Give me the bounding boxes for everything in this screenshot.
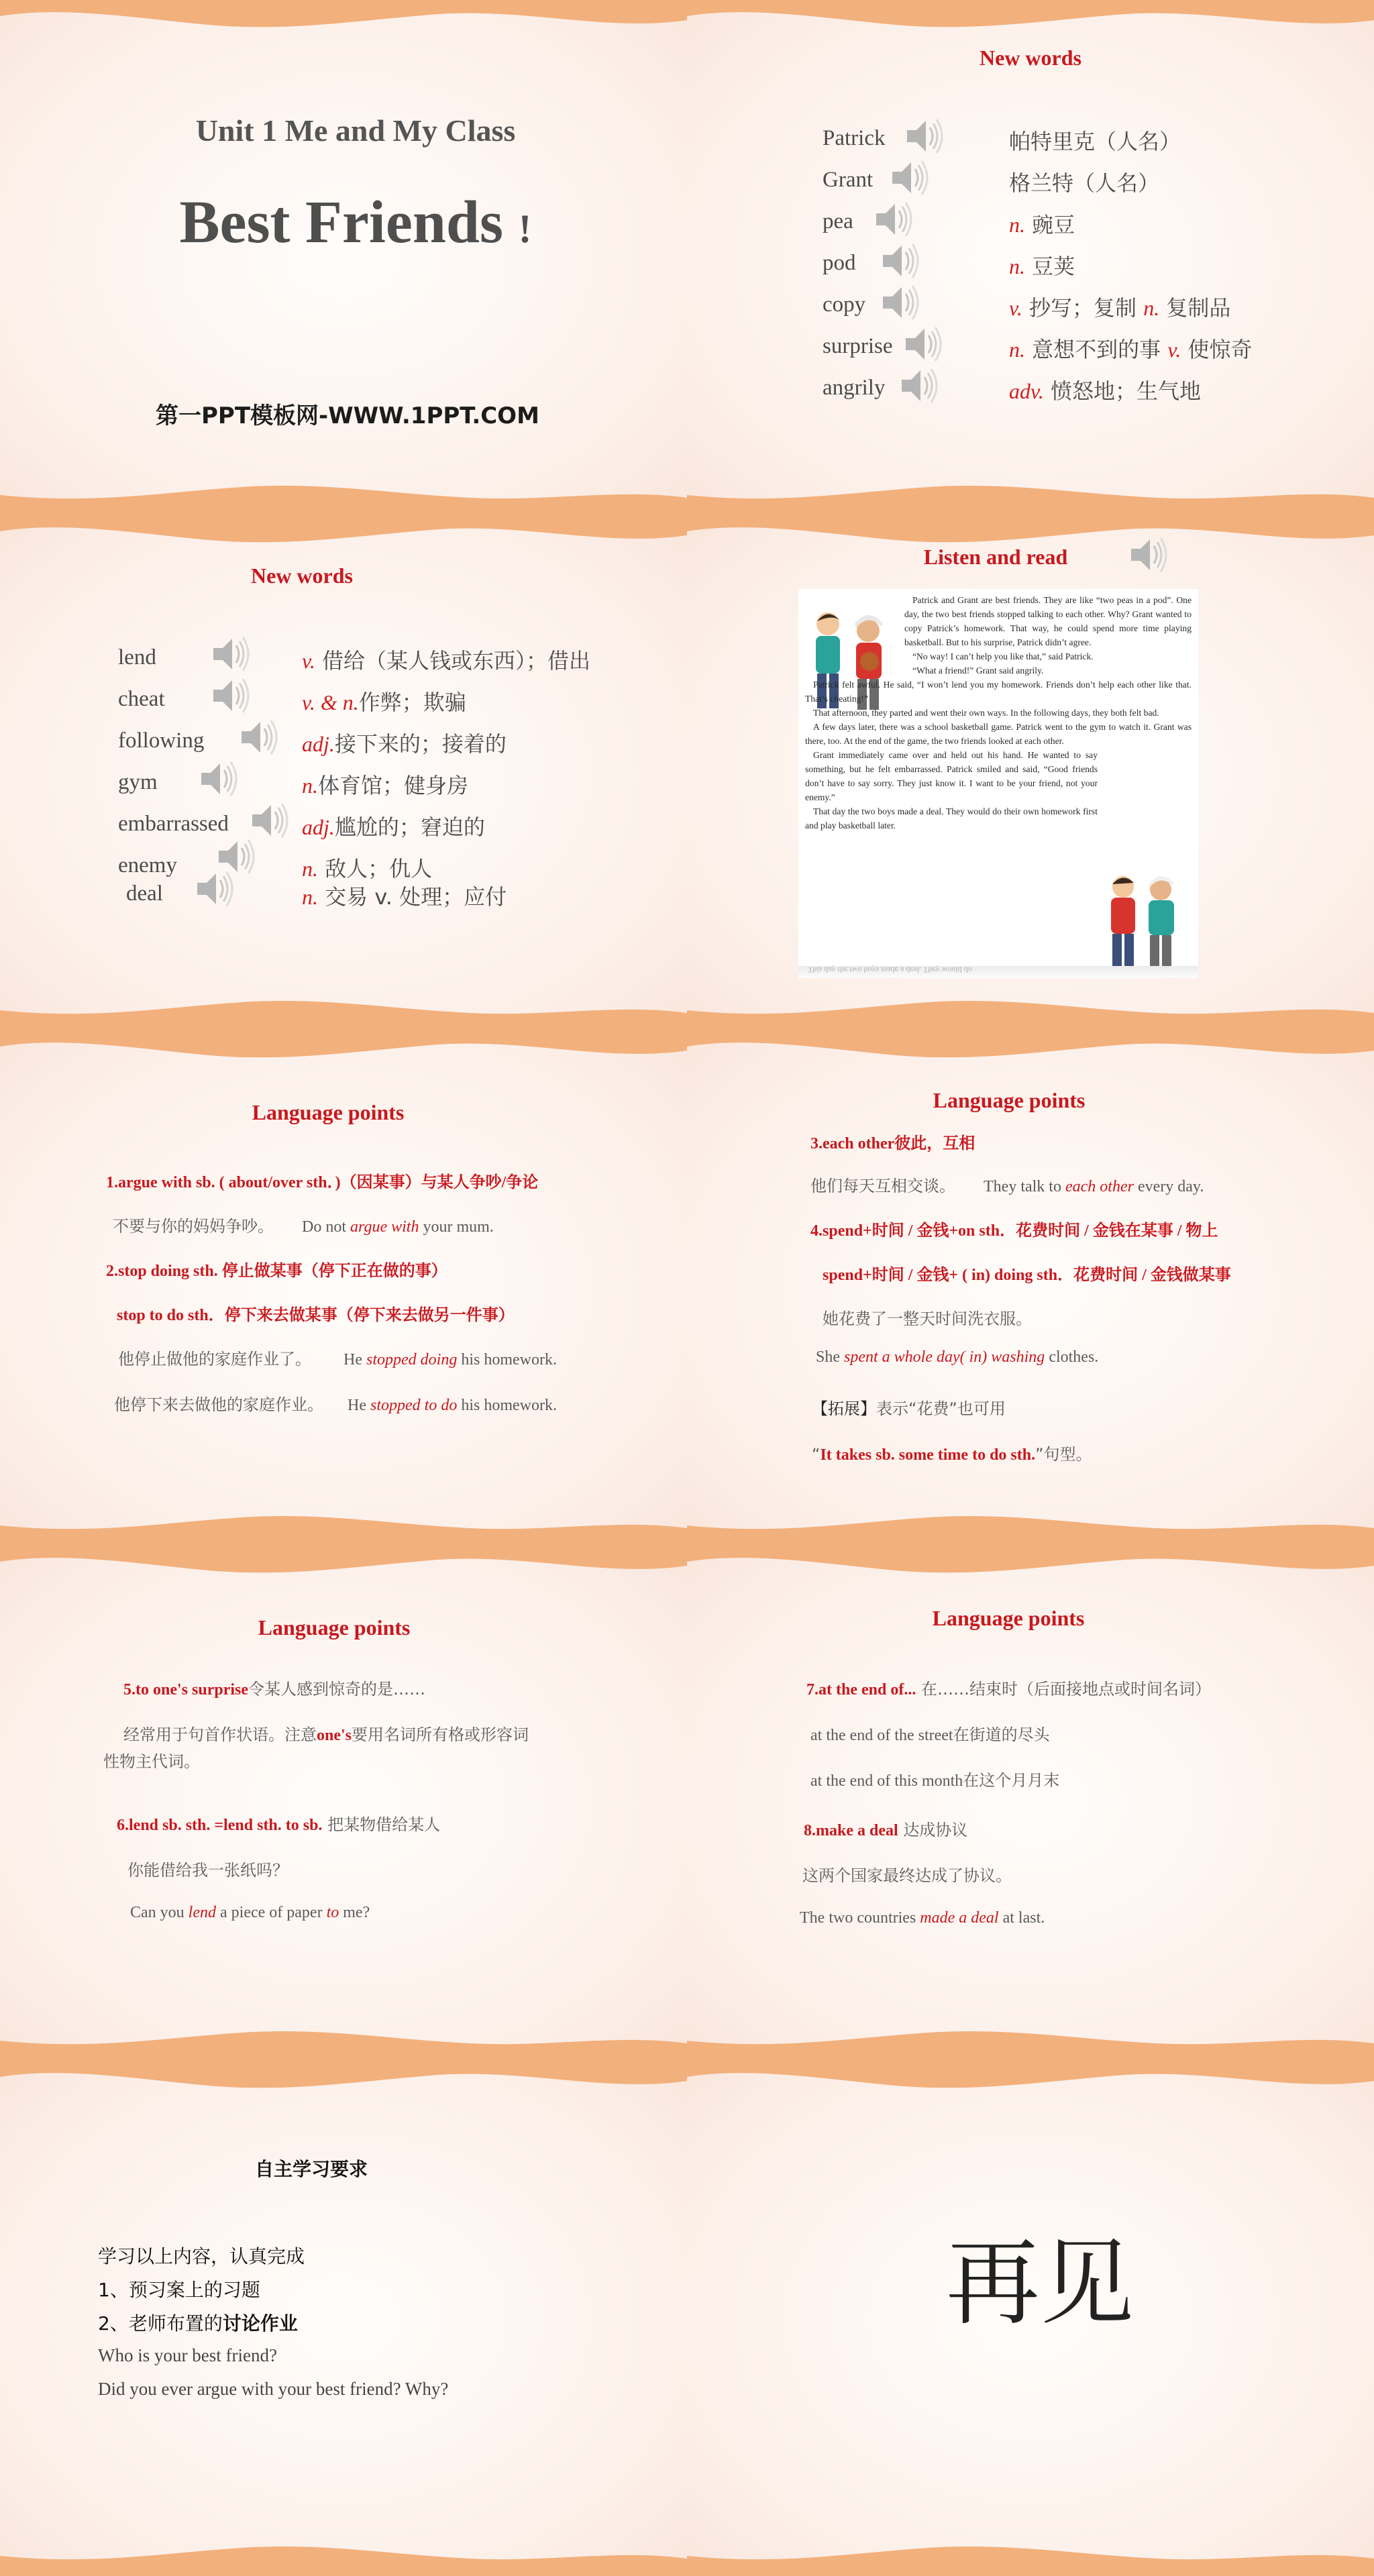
extension-note: 【拓展】表示“花费”也可用 — [812, 1399, 1006, 1418]
wave-decoration — [0, 1030, 687, 1071]
word-pea: pea — [823, 209, 853, 233]
wave-decoration — [687, 990, 1374, 1030]
speaker-icon[interactable] — [898, 365, 941, 407]
slide-heading: Language points — [932, 1606, 1085, 1630]
reflection-text: This day the two boys made a deal. They would do — [808, 965, 972, 975]
meaning-following: adj.接下来的；接着的 — [302, 731, 507, 757]
point-at-the-end-of: 7.at the end of... 在……结束时（后面接地点或时间名词） — [806, 1680, 1211, 1699]
point-stop-doing: 2.stop doing sth. 停止做某事（停下正在做的事） — [106, 1263, 447, 1280]
speaker-icon[interactable] — [193, 868, 236, 910]
point-to-ones-surprise: 5.to one's surprise令某人感到惊奇的是…… — [123, 1680, 425, 1699]
word-lend: lend — [118, 645, 156, 669]
meaning-angrily: adv. 愤怒地；生气地 — [1009, 378, 1202, 404]
speaker-icon[interactable] — [248, 800, 291, 841]
boys-illustration — [1096, 869, 1190, 970]
point-lend: 6.lend sb. sth. =lend sth. to sb. 把某物借给某人 — [117, 1815, 441, 1834]
story-paragraph: A few days later, there was a school basketball game. Patrick went to the gym to watch it. Grant was there, too. At the end of the game, the two friends looked at each other. — [805, 722, 1192, 746]
example-argue-with: 不要与你的妈妈争吵。 Do not argue with your mum. — [113, 1217, 494, 1236]
point-stop-to-do: stop to do sth．停下来去做某事（停下来去做另一件事） — [117, 1307, 515, 1324]
study-task-2: 2、老师布置的讨论作业 — [98, 2312, 298, 2334]
example-deal-en: The two countries made a deal at last. — [800, 1909, 1045, 1927]
lesson-title — [0, 188, 687, 257]
wave-decoration — [687, 1030, 1374, 1071]
wave-decoration — [0, 2021, 687, 2061]
wave-decoration — [687, 2061, 1374, 2101]
wave-decoration — [687, 2536, 1374, 2576]
example-spend-cn: 她花费了一整天时间洗衣服。 — [823, 1309, 1032, 1328]
textbook-page — [798, 589, 1198, 978]
wave-decoration — [0, 990, 687, 1030]
meaning-pod: n. 豆荚 — [1009, 254, 1075, 279]
example-end-month: at the end of this month在这个月月末 — [810, 1772, 1060, 1790]
discussion-question-2: Did you ever argue with your best friend? Why? — [98, 2379, 449, 2399]
point-spend-doing: spend+时间 / 金钱+ ( in) doing sth．花费时间 / 金钱做某事 — [823, 1267, 1231, 1284]
word-cheat: cheat — [118, 687, 165, 711]
slide-3 — [0, 515, 687, 1030]
slide-10 — [687, 2061, 1374, 2576]
slide-4 — [687, 515, 1374, 1030]
story-paragraph: Grant immediately came over and held out his hand. He wanted to say something, but he felt embarrassed. Patrick smiled and said, “Good friends don’t have to say sorry. They just know it. I want to be your friend, not your enemy.” — [805, 750, 1098, 802]
slide-6 — [687, 1030, 1374, 1546]
example-each-other: 他们每天互相交谈。 They talk to each other every day. — [810, 1177, 1204, 1195]
meaning-copy: v. 抄写；复制 n. 复制品 — [1009, 295, 1231, 321]
meaning-cheat: v. & n.作弊；欺骗 — [302, 690, 466, 715]
wave-decoration — [687, 1546, 1374, 1586]
meaning-embarrassed: adj.尴尬的；窘迫的 — [302, 814, 485, 840]
meaning-grant: 格兰特（人名） — [1009, 170, 1160, 196]
meaning-enemy: n. 敌人；仇人 — [302, 856, 433, 881]
speaker-icon[interactable] — [209, 633, 252, 675]
footer-watermark: 第一PPT模板网-WWW.1PPT.COM — [156, 402, 539, 429]
slide-heading: Language points — [252, 1100, 405, 1124]
unit-subtitle: Unit 1 Me and My Class — [195, 113, 516, 148]
point-each-other: 3.each other彼此，互相 — [810, 1135, 975, 1152]
study-task-1: 1、预习案上的习题 — [98, 2279, 260, 2301]
story-paragraph: Patrick and Grant are best friends. They are like “two peas in a pod”. One day, the two best friends stopped talking to each other. Why? Grant wanted to copy Patrick’s homework. That way, he could spend more time playing basketball. But to his surprise, Patrick didn’t agree. — [904, 595, 1192, 647]
example-stop-to-do: 他停下来去做他的家庭作业。 He stopped to do his homework. — [114, 1395, 557, 1414]
wave-decoration — [687, 475, 1374, 515]
point-spend-on: 4.spend+时间 / 金钱+on sth．花费时间 / 金钱在某事 / 物上 — [810, 1222, 1218, 1240]
word-embarrassed: embarrassed — [118, 812, 229, 836]
extension-phrase: “It takes sb. some time to do sth.”句型。 — [812, 1445, 1092, 1464]
speaker-icon[interactable] — [879, 282, 922, 323]
wave-decoration — [687, 2021, 1374, 2061]
meaning-deal: n. 交易 v. 处理；应付 — [302, 884, 507, 910]
slide-1 — [0, 0, 687, 515]
study-intro: 学习以上内容，认真完成 — [98, 2245, 305, 2267]
slide-7 — [0, 1546, 687, 2061]
slide-5 — [0, 1030, 687, 1546]
speaker-icon[interactable] — [872, 199, 915, 240]
slide-heading: New words — [251, 564, 353, 588]
story-paragraph: That afternoon, they parted and went their own ways. In the following days, they both felt bad. — [813, 708, 1159, 718]
meaning-pea: n. 豌豆 — [1009, 212, 1075, 237]
wave-decoration — [0, 475, 687, 515]
slide-heading: Listen and read — [923, 545, 1068, 569]
word-angrily: angrily — [823, 376, 886, 400]
word-copy: copy — [823, 292, 866, 317]
slide-9 — [0, 2061, 687, 2576]
example-end-street: at the end of the street在街道的尽头 — [810, 1727, 1050, 1744]
story-paragraph: That day the two boys made a deal. They would do their own homework first and play basketball later. — [805, 806, 1098, 830]
word-patrick: Patrick — [823, 126, 886, 150]
speaker-icon[interactable] — [1127, 534, 1170, 576]
example-lend-en: Can you lend a piece of paper to me? — [130, 1904, 370, 1921]
meaning-patrick: 帕特里克（人名） — [1009, 129, 1181, 154]
wave-decoration — [687, 0, 1374, 40]
word-surprise: surprise — [823, 334, 893, 358]
word-following: following — [118, 729, 205, 753]
wave-decoration — [0, 1505, 687, 1546]
example-lend-cn: 你能借给我一张纸吗？ — [127, 1861, 288, 1880]
speaker-icon[interactable] — [902, 323, 945, 365]
example-spend-en: She spent a whole day( in) washing clothes. — [816, 1348, 1099, 1366]
wave-decoration — [0, 2061, 687, 2101]
discussion-question-1: Who is your best friend? — [98, 2345, 277, 2365]
note-surprise-1: 经常用于句首作状语。注意one's要用名词所有格或形容词 — [123, 1725, 529, 1744]
slide-heading: 自主学习要求 — [255, 2158, 368, 2180]
story-text — [805, 593, 1192, 833]
speaker-icon[interactable] — [237, 716, 280, 758]
example-deal-cn: 这两个国家最终达成了协议。 — [802, 1866, 1012, 1885]
meaning-lend: v. 借给（某人钱或东西）；借出 — [302, 648, 591, 674]
speaker-icon[interactable] — [888, 157, 931, 199]
point-make-a-deal: 8.make a deal 达成协议 — [804, 1821, 968, 1839]
word-gym: gym — [118, 770, 158, 794]
point-argue-with: 1.argue with sb. ( about/over sth．)（因某事）与某人争吵/争论 — [106, 1174, 539, 1191]
slide-heading: Language points — [258, 1615, 411, 1640]
slide-8 — [687, 1546, 1374, 2061]
wave-decoration — [0, 1546, 687, 1586]
story-paragraph: “What a friend!” Grant said angrily. — [912, 665, 1044, 676]
lesson-title-mark: ! — [518, 207, 532, 251]
lesson-title-text: Best Friends — [179, 189, 503, 256]
example-stop-doing: 他停止做他的家庭作业了。 He stopped doing his homework. — [118, 1350, 557, 1368]
note-surprise-2: 性物主代词。 — [103, 1752, 200, 1771]
speaker-icon[interactable] — [197, 758, 240, 800]
speaker-icon[interactable] — [209, 675, 252, 716]
wave-decoration — [0, 0, 687, 40]
meaning-surprise: n. 意想不到的事 v. 使惊奇 — [1009, 337, 1253, 362]
word-grant: Grant — [823, 168, 874, 192]
speaker-icon[interactable] — [903, 115, 946, 157]
word-deal: deal — [126, 881, 163, 906]
speaker-icon[interactable] — [879, 240, 922, 282]
meaning-gym: n.体育馆；健身房 — [302, 773, 469, 798]
farewell-text: 再见 — [946, 2229, 1134, 2339]
story-paragraph: Patrick felt awful. He said, “I won’t lend you my homework. Friends don’t help each other like that. That’s cheating!” — [805, 680, 1192, 704]
slide-2 — [687, 0, 1374, 515]
slide-heading: Language points — [933, 1088, 1086, 1112]
wave-decoration — [0, 515, 687, 555]
wave-decoration — [687, 1505, 1374, 1546]
slide-heading: New words — [980, 46, 1081, 70]
word-enemy: enemy — [118, 853, 177, 877]
story-paragraph: “No way! I can’t help you like that,” said Patrick. — [912, 651, 1094, 661]
wave-decoration — [0, 2536, 687, 2576]
word-pod: pod — [823, 251, 856, 275]
